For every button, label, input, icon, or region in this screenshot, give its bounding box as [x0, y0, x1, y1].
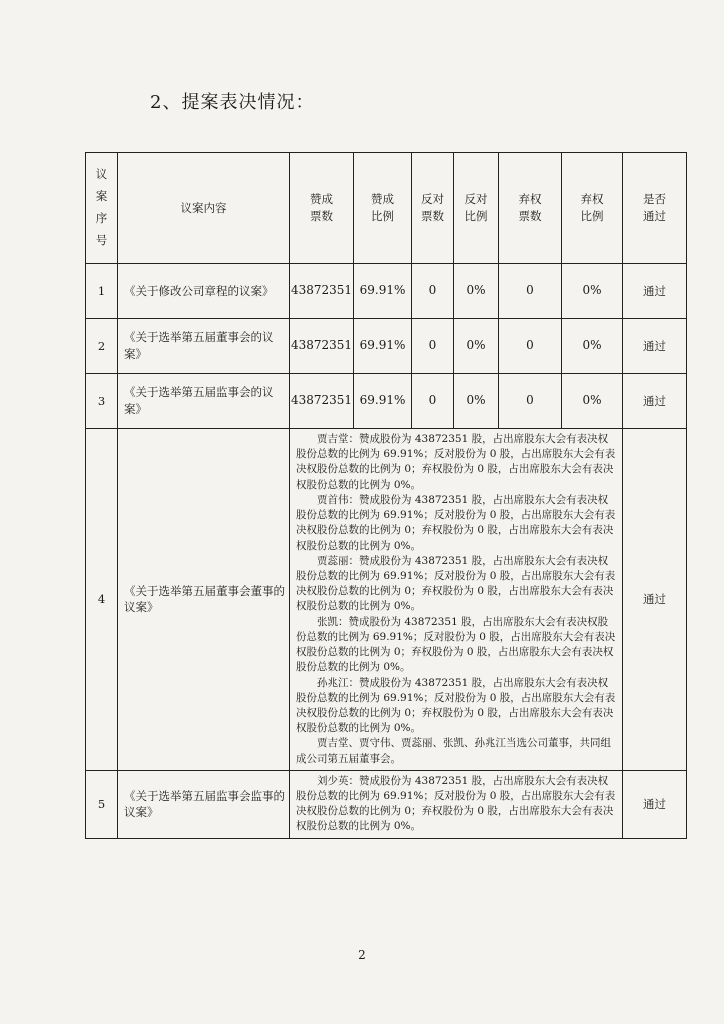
- row-against-ratio: 0%: [454, 319, 499, 374]
- row-abstain-votes: 0: [499, 319, 562, 374]
- row-abstain-ratio: 0%: [562, 374, 623, 429]
- voting-results-table: [85, 152, 687, 839]
- row-seq: 2: [86, 319, 118, 374]
- row-abstain-votes: 0: [499, 264, 562, 319]
- table-row-director-election: [86, 429, 687, 771]
- row-for-votes: 43872351: [290, 319, 354, 374]
- vote-detail-paragraph: 贾蕊丽：赞成股份为 43872351 股，占出席股东大会有表决权股份总数的比例为 69.91%；反对股份为 0 股，占出席股东大会有表决权股份总数的比例为 0；弃权股份为 0 股，占出席股东大会有表决权股份总数的比例为 0%。: [296, 554, 616, 613]
- row-seq: 3: [86, 374, 118, 429]
- vote-detail-cell: [290, 770, 623, 838]
- vote-detail-paragraph: 贾首伟：赞成股份为 43872351 股，占出席股东大会有表决权股份总数的比例为 69.91%；反对股份为 0 股，占出席股东大会有表决权股份总数的比例为 0；弃权股份为 0 股，占出席股东大会有表决权股份总数的比例为 0%。: [296, 493, 616, 552]
- row-for-votes: 43872351: [290, 264, 354, 319]
- vote-detail-paragraph: 刘少英：赞成股份为 43872351 股，占出席股东大会有表决权股份总数的比例为 69.91%；反对股份为 0 股，占出席股东大会有表决权股份总数的比例为 0；弃权股份为 0 股，占出席股东大会有表决权股份总数的比例为 0%。: [296, 774, 616, 833]
- row-content: 《关于选举第五届监事会的议案》: [118, 374, 290, 429]
- vote-detail-cell: [290, 429, 623, 771]
- row-abstain-ratio: 0%: [562, 264, 623, 319]
- row-against-ratio: 0%: [454, 374, 499, 429]
- table-row: [86, 319, 687, 374]
- header-abstain-votes: 弃权票数: [499, 153, 562, 264]
- row-seq: 5: [86, 770, 118, 838]
- row-abstain-ratio: 0%: [562, 319, 623, 374]
- row-against-ratio: 0%: [454, 264, 499, 319]
- header-content: 议案内容: [118, 153, 290, 264]
- row-for-ratio: 69.91%: [354, 319, 412, 374]
- row-content: 《关于选举第五届监事会监事的议案》: [118, 770, 290, 838]
- row-seq: 1: [86, 264, 118, 319]
- row-content: 《关于选举第五届董事会的议案》: [118, 319, 290, 374]
- row-for-ratio: 69.91%: [354, 264, 412, 319]
- page-number: 2: [358, 948, 366, 962]
- table-row-supervisor-election: [86, 770, 687, 838]
- header-for-votes: 赞成票数: [290, 153, 354, 264]
- row-against-votes: 0: [412, 264, 454, 319]
- row-passed: 通过: [623, 374, 687, 429]
- header-against-votes: 反对票数: [412, 153, 454, 264]
- row-seq: 4: [86, 429, 118, 771]
- header-abstain-ratio: 弃权比例: [562, 153, 623, 264]
- table-header-row: [86, 153, 687, 264]
- header-for-ratio: 赞成比例: [354, 153, 412, 264]
- row-content: 《关于修改公司章程的议案》: [118, 264, 290, 319]
- row-abstain-votes: 0: [499, 374, 562, 429]
- table-row: [86, 264, 687, 319]
- row-against-votes: 0: [412, 319, 454, 374]
- header-passed: 是否通过: [623, 153, 687, 264]
- header-seq: 议案序号: [86, 153, 118, 264]
- table-row: [86, 374, 687, 429]
- row-passed: 通过: [623, 770, 687, 838]
- vote-detail-paragraph: 孙兆江：赞成股份为 43872351 股，占出席股东大会有表决权股份总数的比例为 69.91%；反对股份为 0 股，占出席股东大会有表决权股份总数的比例为 0；弃权股份为 0 股，占出席股东大会有表决权股份总数的比例为 0%。: [296, 676, 616, 735]
- vote-detail-paragraph: 贾吉堂、贾守伟、贾蕊丽、张凯、孙兆江当选公司董事，共同组成公司第五届董事会。: [296, 737, 611, 765]
- row-passed: 通过: [623, 429, 687, 771]
- vote-detail-paragraph: 张凯：赞成股份为 43872351 股，占出席股东大会有表决权股份总数的比例为 69.91%；反对股份为 0 股，占出席股东大会有表决权股份总数的比例为 0；弃权股份为 0 股，占出席股东大会有表决权股份总数的比例为 0%。: [296, 615, 616, 674]
- vote-detail-paragraph: 贾吉堂：赞成股份为 43872351 股，占出席股东大会有表决权股份总数的比例为 69.91%；反对股份为 0 股，占出席股东大会有表决权股份总数的比例为 0；弃权股份为 0 股，占出席股东大会有表决权股份总数的比例为 0%。: [296, 433, 616, 491]
- row-content: 《关于选举第五届董事会董事的议案》: [118, 429, 290, 771]
- row-for-ratio: 69.91%: [354, 374, 412, 429]
- row-passed: 通过: [623, 319, 687, 374]
- section-heading: 2、提案表决情况：: [150, 92, 315, 113]
- row-for-votes: 43872351: [290, 374, 354, 429]
- row-passed: 通过: [623, 264, 687, 319]
- row-against-votes: 0: [412, 374, 454, 429]
- header-against-ratio: 反对比例: [454, 153, 499, 264]
